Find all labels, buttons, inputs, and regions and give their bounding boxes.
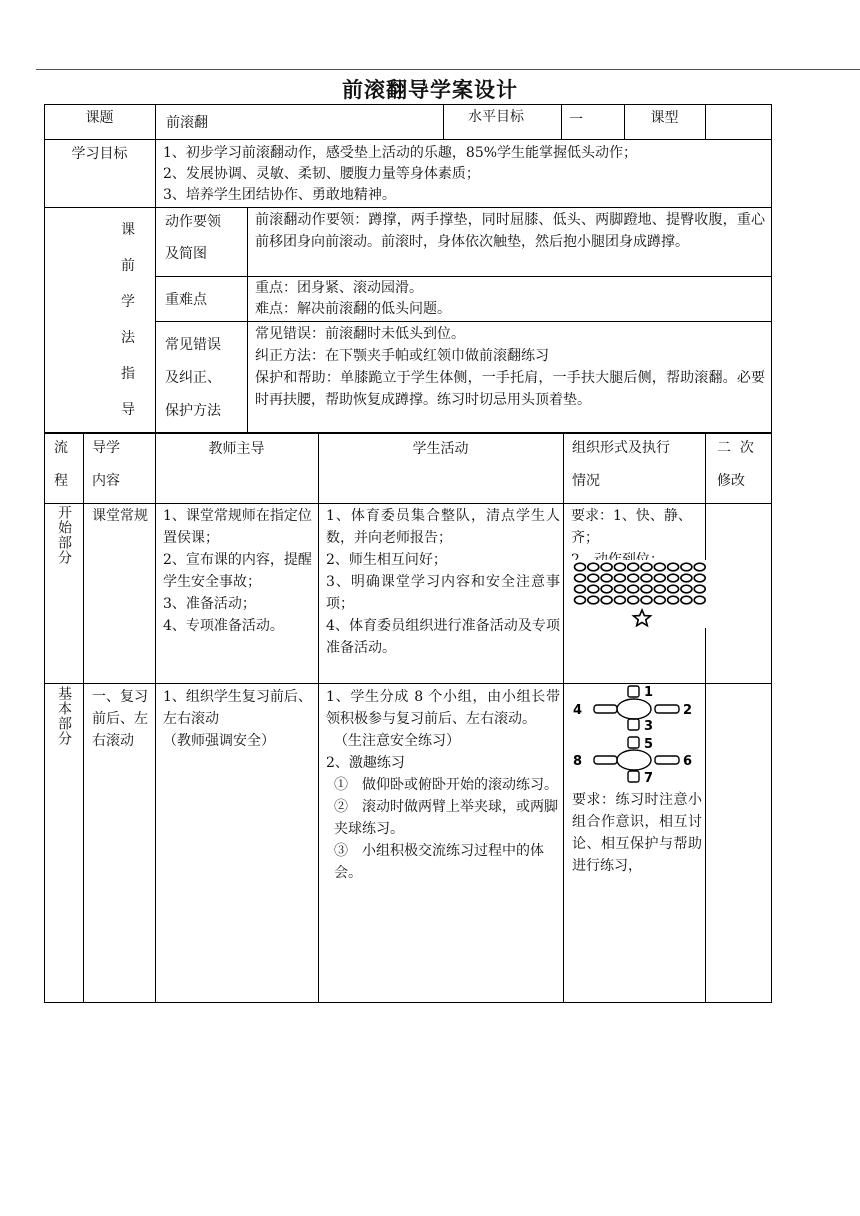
row-line	[44, 503, 772, 504]
topic-label: 课题	[85, 110, 114, 126]
group-number: 6	[683, 754, 693, 769]
difficulty-label: 重难点	[165, 292, 207, 308]
basic-org-text: 要求：练习时注意小组合作意识，相互讨论、相互保护与帮助进行练习，	[572, 792, 702, 874]
teacher-header: 教师主导	[208, 441, 265, 457]
row-line	[44, 139, 772, 140]
basic-teacher	[163, 686, 313, 752]
flow-header: 程	[54, 473, 68, 489]
student-line: 4、体育委员组织进行准备活动及专项准备活动。	[326, 618, 560, 656]
basic-stage: 基本部分	[56, 686, 72, 746]
student-line: ① 做仰卧或俯卧开始的滚动练习。	[334, 777, 558, 793]
errors-line: 纠正方法：在下颚夹手帕或红领巾做前滚翻练习	[255, 348, 549, 364]
page-title: 前滚翻导学案设计	[342, 78, 518, 102]
action-label: 动作要领	[165, 214, 221, 230]
org-header: 组织形式及执行	[572, 440, 670, 456]
group-number: 7	[644, 771, 654, 786]
type-label: 课型	[650, 110, 679, 126]
guide-side-char: 导	[121, 402, 135, 418]
content-header: 导学	[92, 440, 120, 456]
basic-student	[326, 686, 560, 884]
basic-content: 一、复习前后、左右滚动	[92, 689, 148, 749]
formation-icon	[572, 560, 712, 628]
guide-side-char: 法	[121, 330, 135, 346]
col-line	[83, 433, 84, 1003]
col-line	[563, 433, 564, 1003]
student-line: 3、明确课堂学习内容和安全注意事项；	[326, 574, 560, 612]
objectives-label: 学习目标	[71, 146, 128, 162]
errors-line: 常见错误：前滚翻时未低头到位。	[255, 326, 465, 342]
revise-header: 二 次	[717, 440, 754, 456]
revise-header: 修改	[717, 473, 745, 489]
student-header: 学生活动	[412, 441, 469, 457]
errors-label: 常见错误	[165, 337, 221, 353]
content-header: 内容	[92, 473, 120, 489]
guide-side-char: 课	[121, 222, 135, 238]
action-text: 前滚翻动作要领：蹲撑，两手撑垫，同时屈膝、低头、两脚蹬地、提臀收腹，重心前移团身向前滚动。前滚时，身体依次触垫，然后抱小腿团身成蹲撑。	[255, 212, 765, 250]
group-number: 2	[683, 703, 693, 718]
student-line: （生注意安全练习）	[334, 733, 460, 749]
group-number: 8	[573, 754, 583, 769]
errors-line: 保护和帮助：单膝跪立于学生体侧，一手托肩，一手扶大腿后侧，帮助滚翻。必要时再扶腰，帮助恢复成蹲撑。练习时切忌用头顶着垫。	[255, 370, 765, 408]
flow-header: 流	[54, 440, 68, 456]
start-content: 课堂常规	[92, 508, 148, 524]
teacher-line: 1、组织学生复习前后、左右滚动	[163, 689, 312, 727]
student-line: ③ 小组积极交流练习过程中的体会。	[334, 843, 544, 881]
errors-label: 及纠正、	[165, 370, 221, 386]
teacher-line: 3、准备活动；	[163, 596, 256, 612]
col-line	[318, 433, 319, 1003]
difficulty-line: 重点：团身紧、滚动园滑。	[255, 280, 423, 296]
student-line: 1、学生分成 8 个小组，由小组长带领积极参与复习前后、左右滚动。	[326, 689, 560, 727]
org-header: 情况	[572, 473, 600, 489]
guide-side-char: 学	[121, 294, 135, 310]
col-line	[561, 104, 562, 139]
teacher-line: 1、课堂常规师在指定位置侯课；	[163, 508, 312, 546]
objective-line: 1、初步学习前滚翻动作，感受垫上活动的乐趣，85%学生能掌握低头动作；	[163, 145, 638, 161]
row-line	[44, 207, 772, 208]
col-line	[705, 104, 706, 139]
group-number: 5	[644, 737, 654, 752]
group-diagram-icon	[570, 684, 702, 786]
level-value: 一	[569, 112, 583, 128]
start-student	[326, 505, 560, 659]
col-line	[705, 433, 706, 1003]
org-line: 要求：1、快、静、齐；	[571, 508, 692, 546]
start-teacher	[163, 505, 313, 637]
col-line	[443, 104, 444, 139]
col-line	[247, 207, 248, 433]
group-number: 3	[644, 719, 654, 734]
group-number: 1	[644, 685, 654, 700]
student-line: 2、师生相互问好；	[326, 552, 447, 568]
start-stage: 开始部分	[56, 505, 72, 565]
teacher-line: （教师强调安全）	[163, 733, 275, 749]
student-line: 1、体育委员集合整队，清点学生人数，并向老师报告；	[326, 508, 560, 546]
group-number: 4	[573, 703, 583, 718]
objective-line: 2、发展协调、灵敏、柔韧、腰腹力量等身体素质；	[163, 166, 480, 182]
objective-line: 3、培养学生团结协作、勇敢地精神。	[163, 187, 396, 203]
level-label: 水平目标	[468, 109, 524, 125]
teacher-line: 4、专项准备活动。	[163, 618, 284, 634]
guide-side-char: 指	[121, 366, 135, 382]
guide-side-char: 前	[121, 258, 135, 274]
top-rule	[36, 69, 860, 70]
student-line: 2、激趣练习	[326, 755, 405, 771]
student-line: ② 滚动时做两臂上举夹球，或两脚夹球练习。	[334, 799, 558, 837]
action-label: 及简图	[165, 246, 207, 262]
col-line	[155, 433, 156, 1003]
teacher-line: 2、宣布课的内容，提醒学生安全事故；	[163, 552, 312, 590]
errors-label: 保护方法	[165, 403, 221, 419]
topic-value: 前滚翻	[166, 115, 208, 131]
difficulty-line: 难点：解决前滚翻的低头问题。	[255, 301, 451, 317]
col-line	[155, 104, 156, 433]
